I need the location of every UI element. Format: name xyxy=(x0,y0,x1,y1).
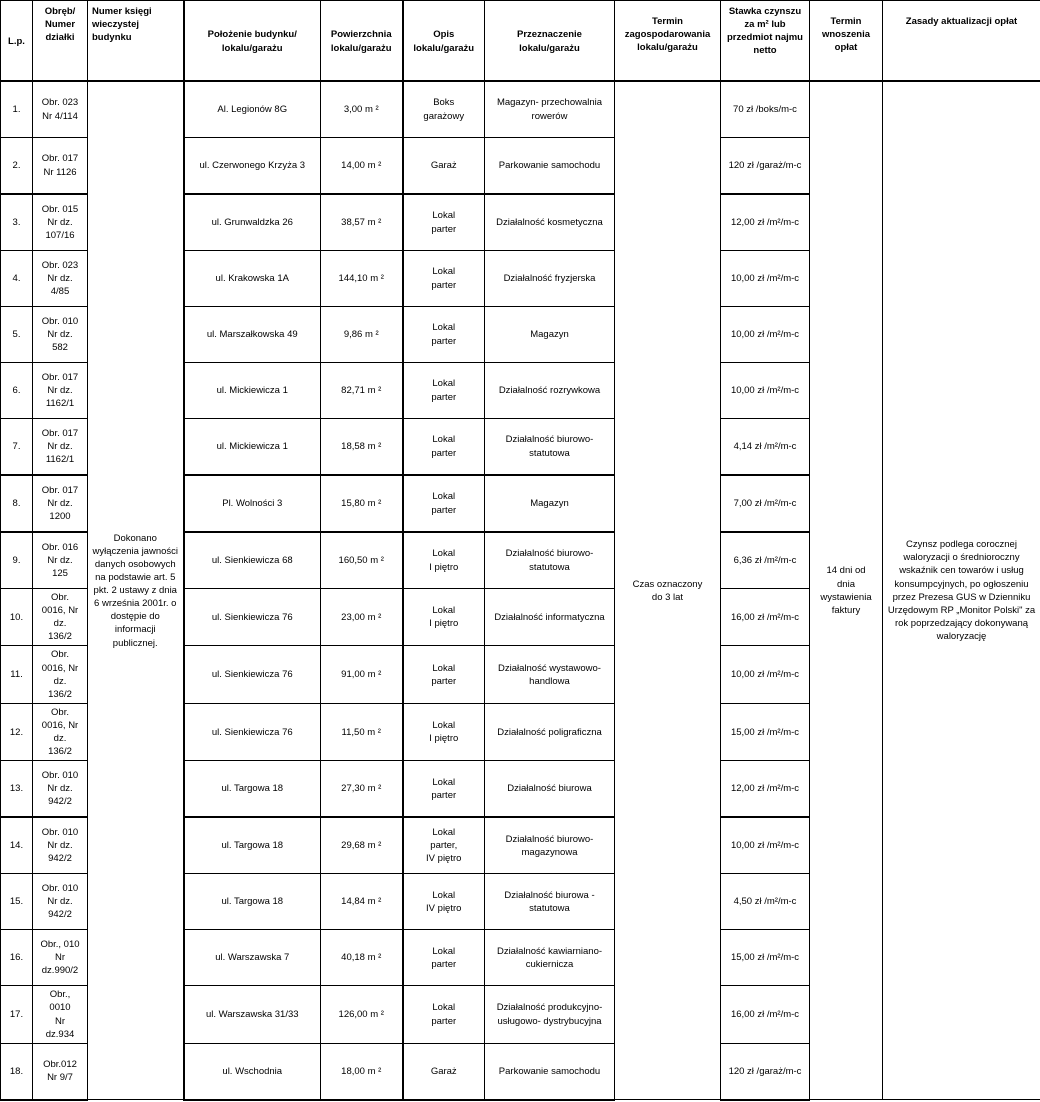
cell-obreb: Obr. 023 Nr 4/114 xyxy=(33,81,88,138)
cell-powierzchnia: 91,00 m ² xyxy=(321,646,403,703)
cell-stawka: 7,00 zł /m²/m-c xyxy=(721,475,810,532)
cell-obreb: Obr. 0016, Nr dz. 136/2 xyxy=(33,589,88,646)
cell-obreb: Obr. 017 Nr 1126 xyxy=(33,138,88,195)
cell-opis: Lokal parter xyxy=(403,363,485,419)
cell-polozenie: ul. Sienkiewicza 68 xyxy=(184,532,321,589)
cell-lp: 18. xyxy=(1,1043,33,1100)
cell-powierzchnia: 40,18 m ² xyxy=(321,930,403,986)
cell-lp: 8. xyxy=(1,475,33,532)
cell-stawka: 15,00 zł /m²/m-c xyxy=(721,930,810,986)
cell-polozenie: ul. Krakowska 1A xyxy=(184,251,321,307)
cell-obreb: Obr. 0016, Nr dz. 136/2 xyxy=(33,646,88,703)
cell-opis: Lokal parter, IV piętro xyxy=(403,817,485,874)
cell-lp: 3. xyxy=(1,194,33,251)
cell-lp: 14. xyxy=(1,817,33,874)
header-polozenie: Położenie budynku/ lokalu/garażu xyxy=(184,1,321,82)
cell-powierzchnia: 14,84 m ² xyxy=(321,874,403,930)
zasady-aktualizacji: Czynsz podlega corocznej waloryzacji o średnioroczny wskaźnik cen towarów i usług konsumpcyjnych, po ogłoszeniu przez Prezesa GUS w Dzienniku Urzędowym RP „Monitor Polski" za rok poprzedzający dokonywaną waloryzację xyxy=(883,81,1040,1100)
cell-opis: Lokal parter xyxy=(403,194,485,251)
cell-opis: Lokal parter xyxy=(403,251,485,307)
cell-stawka: 12,00 zł /m²/m-c xyxy=(721,761,810,818)
cell-opis: Lokal I piętro xyxy=(403,589,485,646)
cell-stawka: 4,50 zł /m²/m-c xyxy=(721,874,810,930)
cell-stawka: 10,00 zł /m²/m-c xyxy=(721,646,810,703)
cell-obreb: Obr. 017 Nr dz. 1162/1 xyxy=(33,419,88,476)
cell-stawka: 16,00 zł /m²/m-c xyxy=(721,986,810,1043)
cell-powierzchnia: 11,50 m ² xyxy=(321,703,403,760)
cell-opis: Lokal I piętro xyxy=(403,532,485,589)
cell-opis: Lokal I piętro xyxy=(403,703,485,760)
cell-obreb: Obr., 010 Nr dz.990/2 xyxy=(33,930,88,986)
cell-powierzchnia: 15,80 m ² xyxy=(321,475,403,532)
cell-przeznaczenie: Działalność biurowa - statutowa xyxy=(485,874,615,930)
cell-przeznaczenie: Parkowanie samochodu xyxy=(485,138,615,195)
cell-przeznaczenie: Działalność kawiarniano- cukiernicza xyxy=(485,930,615,986)
cell-polozenie: ul. Sienkiewicza 76 xyxy=(184,703,321,760)
cell-opis: Garaż xyxy=(403,1043,485,1100)
cell-powierzchnia: 29,68 m ² xyxy=(321,817,403,874)
cell-polozenie: ul. Marszałkowska 49 xyxy=(184,307,321,363)
cell-przeznaczenie: Magazyn xyxy=(485,307,615,363)
header-obreb: Obręb/ Numer działki xyxy=(33,1,88,82)
cell-powierzchnia: 38,57 m ² xyxy=(321,194,403,251)
cell-przeznaczenie: Działalność wystawowo- handlowa xyxy=(485,646,615,703)
cell-stawka: 6,36 zł /m²/m-c xyxy=(721,532,810,589)
cell-polozenie: ul. Sienkiewicza 76 xyxy=(184,646,321,703)
cell-obreb: Obr.012 Nr 9/7 xyxy=(33,1043,88,1100)
cell-stawka: 70 zł /boks/m-c xyxy=(721,81,810,138)
cell-stawka: 120 zł /garaż/m-c xyxy=(721,1043,810,1100)
cell-lp: 10. xyxy=(1,589,33,646)
cell-obreb: Obr. 017 Nr dz. 1200 xyxy=(33,475,88,532)
header-opis: Opis lokalu/garażu xyxy=(403,1,485,82)
termin-zagospodarowania: Czas oznaczony do 3 lat xyxy=(615,81,721,1100)
cell-polozenie: ul. Targowa 18 xyxy=(184,874,321,930)
cell-stawka: 10,00 zł /m²/m-c xyxy=(721,307,810,363)
cell-obreb: Obr., 0010 Nr dz.934 xyxy=(33,986,88,1043)
cell-stawka: 12,00 zł /m²/m-c xyxy=(721,194,810,251)
cell-przeznaczenie: Magazyn xyxy=(485,475,615,532)
cell-przeznaczenie: Działalność biurowa xyxy=(485,761,615,818)
header-row xyxy=(1,1,1040,82)
cell-obreb: Obr. 0016, Nr dz. 136/2 xyxy=(33,703,88,760)
ksiega-note: Dokonano wyłączenia jawności danych osobowych na podstawie art. 5 pkt. 2 ustawy z dnia 6 września 2001r. o dostępie do informacji publicznej. xyxy=(88,81,184,1100)
header-termin-wnoszenia: Termin wnoszenia opłat xyxy=(810,1,883,82)
header-zasady: Zasady aktualizacji opłat xyxy=(883,1,1040,82)
header-termin-zagospodarowania: Termin zagospodarowania lokalu/garażu xyxy=(615,1,721,82)
cell-polozenie: ul. Warszawska 31/33 xyxy=(184,986,321,1043)
cell-opis: Lokal parter xyxy=(403,986,485,1043)
cell-przeznaczenie: Działalność kosmetyczna xyxy=(485,194,615,251)
cell-lp: 16. xyxy=(1,930,33,986)
cell-stawka: 4,14 zł /m²/m-c xyxy=(721,419,810,476)
cell-przeznaczenie: Działalność fryzjerska xyxy=(485,251,615,307)
cell-powierzchnia: 144,10 m ² xyxy=(321,251,403,307)
cell-powierzchnia: 14,00 m ² xyxy=(321,138,403,195)
cell-lp: 1. xyxy=(1,81,33,138)
cell-polozenie: ul. Targowa 18 xyxy=(184,761,321,818)
cell-obreb: Obr. 010 Nr dz. 942/2 xyxy=(33,761,88,818)
cell-stawka: 10,00 zł /m²/m-c xyxy=(721,817,810,874)
cell-polozenie: Pl. Wolności 3 xyxy=(184,475,321,532)
cell-powierzchnia: 126,00 m ² xyxy=(321,986,403,1043)
cell-powierzchnia: 3,00 m ² xyxy=(321,81,403,138)
cell-lp: 15. xyxy=(1,874,33,930)
cell-opis: Lokal parter xyxy=(403,646,485,703)
cell-polozenie: ul. Grunwaldzka 26 xyxy=(184,194,321,251)
cell-przeznaczenie: Działalność rozrywkowa xyxy=(485,363,615,419)
header-przeznaczenie: Przeznaczenie lokalu/garażu xyxy=(485,1,615,82)
cell-lp: 12. xyxy=(1,703,33,760)
cell-obreb: Obr. 010 Nr dz. 942/2 xyxy=(33,817,88,874)
cell-opis: Lokal parter xyxy=(403,475,485,532)
cell-powierzchnia: 160,50 m ² xyxy=(321,532,403,589)
cell-lp: 5. xyxy=(1,307,33,363)
termin-wnoszenia: 14 dni od dnia wystawienia faktury xyxy=(810,81,883,1100)
cell-opis: Lokal parter xyxy=(403,419,485,476)
cell-lp: 11. xyxy=(1,646,33,703)
cell-stawka: 10,00 zł /m²/m-c xyxy=(721,251,810,307)
cell-opis: Boks garażowy xyxy=(403,81,485,138)
cell-lp: 6. xyxy=(1,363,33,419)
cell-powierzchnia: 18,58 m ² xyxy=(321,419,403,476)
cell-przeznaczenie: Działalność poligraficzna xyxy=(485,703,615,760)
cell-lp: 17. xyxy=(1,986,33,1043)
cell-polozenie: ul. Targowa 18 xyxy=(184,817,321,874)
cell-opis: Lokal IV piętro xyxy=(403,874,485,930)
cell-obreb: Obr. 010 Nr dz. 942/2 xyxy=(33,874,88,930)
cell-przeznaczenie: Magazyn- przechowalnia rowerów xyxy=(485,81,615,138)
header-ksiega: Numer księgi wieczystej budynku xyxy=(88,1,184,82)
cell-stawka: 120 zł /garaż/m-c xyxy=(721,138,810,195)
cell-stawka: 10,00 zł /m²/m-c xyxy=(721,363,810,419)
cell-polozenie: ul. Sienkiewicza 76 xyxy=(184,589,321,646)
cell-obreb: Obr. 010 Nr dz. 582 xyxy=(33,307,88,363)
cell-polozenie: ul. Wschodnia xyxy=(184,1043,321,1100)
cell-przeznaczenie: Działalność informatyczna xyxy=(485,589,615,646)
cell-obreb: Obr. 017 Nr dz. 1162/1 xyxy=(33,363,88,419)
cell-lp: 7. xyxy=(1,419,33,476)
cell-polozenie: ul. Czerwonego Krzyża 3 xyxy=(184,138,321,195)
cell-polozenie: ul. Mickiewicza 1 xyxy=(184,419,321,476)
cell-opis: Lokal parter xyxy=(403,761,485,818)
cell-polozenie: Al. Legionów 8G xyxy=(184,81,321,138)
cell-przeznaczenie: Działalność biurowo- magazynowa xyxy=(485,817,615,874)
cell-przeznaczenie: Działalność biurowo- statutowa xyxy=(485,419,615,476)
cell-lp: 9. xyxy=(1,532,33,589)
cell-polozenie: ul. Mickiewicza 1 xyxy=(184,363,321,419)
header-stawka: Stawka czynszu za m² lub przedmiot najmu netto xyxy=(721,1,810,82)
cell-opis: Lokal parter xyxy=(403,930,485,986)
cell-powierzchnia: 9,86 m ² xyxy=(321,307,403,363)
cell-lp: 13. xyxy=(1,761,33,818)
header-powierzchnia: Powierzchnia lokalu/garażu xyxy=(321,1,403,82)
cell-polozenie: ul. Warszawska 7 xyxy=(184,930,321,986)
cell-opis: Lokal parter xyxy=(403,307,485,363)
cell-powierzchnia: 23,00 m ² xyxy=(321,589,403,646)
cell-powierzchnia: 27,30 m ² xyxy=(321,761,403,818)
cell-obreb: Obr. 015 Nr dz. 107/16 xyxy=(33,194,88,251)
cell-przeznaczenie: Działalność biurowo- statutowa xyxy=(485,532,615,589)
cell-powierzchnia: 18,00 m ² xyxy=(321,1043,403,1100)
cell-obreb: Obr. 016 Nr dz. 125 xyxy=(33,532,88,589)
cell-przeznaczenie: Działalność produkcyjno- usługowo- dystrybucyjna xyxy=(485,986,615,1043)
cell-lp: 2. xyxy=(1,138,33,195)
cell-stawka: 15,00 zł /m²/m-c xyxy=(721,703,810,760)
cell-powierzchnia: 82,71 m ² xyxy=(321,363,403,419)
cell-lp: 4. xyxy=(1,251,33,307)
header-lp: L.p. xyxy=(1,1,33,82)
cell-stawka: 16,00 zł /m²/m-c xyxy=(721,589,810,646)
table-row xyxy=(1,81,1040,138)
cell-przeznaczenie: Parkowanie samochodu xyxy=(485,1043,615,1100)
cell-opis: Garaż xyxy=(403,138,485,195)
cell-obreb: Obr. 023 Nr dz. 4/85 xyxy=(33,251,88,307)
